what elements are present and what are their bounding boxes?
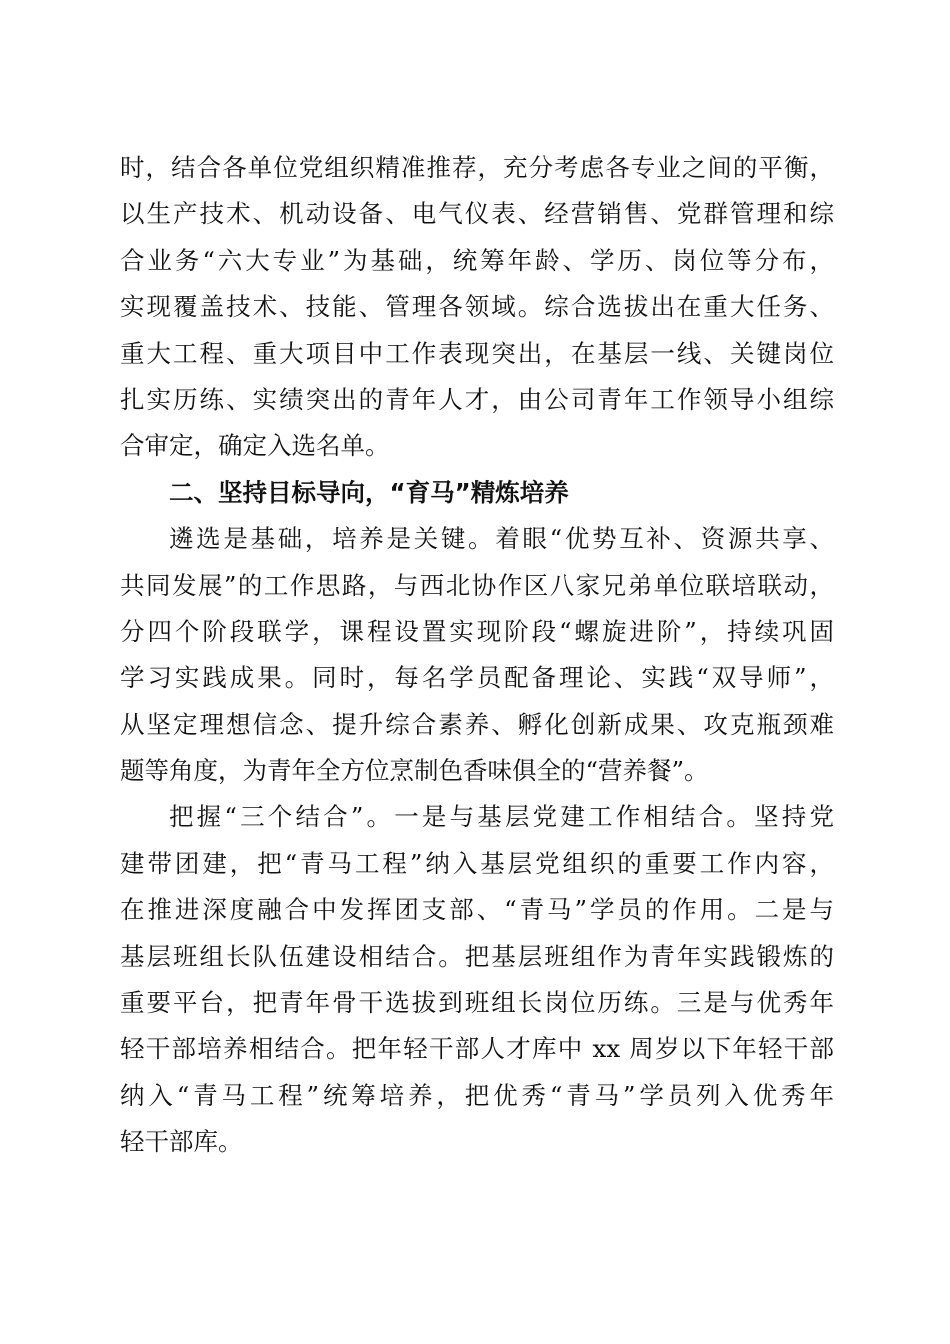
paragraph-line: 轻干部库。 xyxy=(120,1127,243,1157)
paragraph-line: 时，结合各单位党组织精准推荐，充分考虑各专业之间的平衡， xyxy=(120,153,834,182)
paragraph-line: 共同发展”的工作思路，与西北协作区八家兄弟单位联培联动， xyxy=(120,570,834,600)
paragraph-line: 学习实践成果。同时，每名学员配备理论、实践“双导师”， xyxy=(120,663,834,693)
body-paragraph xyxy=(120,794,834,1165)
paragraph-line: 重要平台，把青年骨干选拔到班组长岗位历练。三是与优秀年 xyxy=(120,988,834,1018)
paragraph-line: 合业务“六大专业”为基础，统筹年龄、学历、岗位等分布， xyxy=(120,245,834,275)
paragraph-line: 纳入“青马工程”统筹培养，把优秀“青马”学员列入优秀年 xyxy=(120,1080,834,1110)
body-paragraph xyxy=(120,145,834,470)
section-heading xyxy=(120,470,834,516)
body-paragraph xyxy=(120,516,834,794)
heading-text: 二、坚持目标导向，“育马”精炼培养 xyxy=(169,477,569,507)
paragraph-line: 以生产技术、机动设备、电气仪表、经营销售、党群管理和综 xyxy=(120,199,834,229)
paragraph-line: 扎实历练、实绩突出的青年人才，由公司青年工作领导小组综 xyxy=(120,384,834,414)
document-page xyxy=(120,145,834,1166)
paragraph-line: 建带团建，把“青马工程”纳入基层党组织的重要工作内容， xyxy=(120,848,834,878)
paragraph-line: 重大工程、重大项目中工作表现突出，在基层一线、关键岗位 xyxy=(120,338,834,368)
paragraph-line: 实现覆盖技术、技能、管理各领域。综合选拔出在重大任务、 xyxy=(120,292,834,322)
paragraph-line: 题等角度，为青年全方位烹制色香味俱全的“营养餐”。 xyxy=(120,756,709,786)
paragraph-line: 轻干部培养相结合。把年轻干部人才库中 xx 周岁以下年轻干部 xyxy=(120,1034,834,1064)
paragraph-line: 从坚定理想信念、提升综合素养、孵化创新成果、攻克瓶颈难 xyxy=(120,709,834,739)
paragraph-line: 在推进深度融合中发挥团支部、“青马”学员的作用。二是与 xyxy=(120,895,834,925)
paragraph-line: 把握“三个结合”。一是与基层党建工作相结合。坚持党 xyxy=(169,802,834,832)
paragraph-line: 基层班组长队伍建设相结合。把基层班组作为青年实践锻炼的 xyxy=(120,941,834,971)
paragraph-line: 遴选是基础，培养是关键。着眼“优势互补、资源共享、 xyxy=(169,524,834,554)
paragraph-line: 分四个阶段联学，课程设置实现阶段“螺旋进阶”，持续巩固 xyxy=(120,616,834,646)
paragraph-line: 合审定，确定入选名单。 xyxy=(120,431,390,461)
